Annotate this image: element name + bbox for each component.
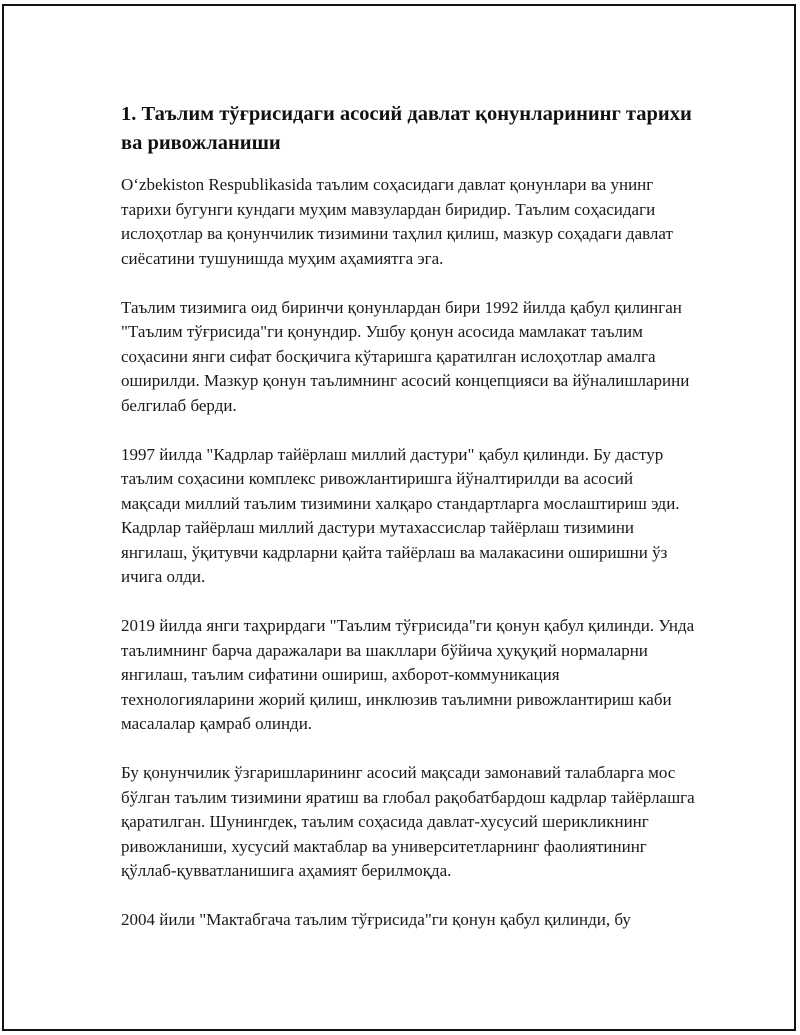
paragraph-legislation-goals: Бу қонунчилик ўзгаришларининг асосий мақсади замонавий талабларга мос бўлган таълим тизимини яратиш ва глобал рақобатбардош кадрлар тайёрлашга қаратилган. Шунингдек, таълим соҳасида давлат-хусусий шерикликнинг ривожланиши, хусусий мактаблар ва университетларнинг фаолиятининг қўллаб-қувватланишига аҳамият берилмоқда. bbox=[121, 763, 695, 880]
paragraph-intro: O‘zbekiston Respublikasida таълим соҳасидаги давлат қонунлари ва унинг тарихи бугунги кундаги муҳим мавзулардан биридир. Таълим соҳасидаги ислоҳотлар ва қонунчилик тизимини таҳлил қилиш, мазкур соҳадаги давлат сиёсатини тушунишда муҳим аҳамиятга эга. bbox=[121, 175, 673, 268]
document-page bbox=[2, 4, 796, 1031]
paragraph-1992-law: Таълим тизимига оид биринчи қонунлардан бири 1992 йилда қабул қилинган "Таълим тўғрисида"ги қонундир. Ушбу қонун асосида мамлакат таълим соҳасини янги сифат босқичига кўтаришга қаратилган ислоҳотлар амалга оширилди. Мазкур қонун таълимнинг асосий концепцияси ва йўналишларини белгилаб берди. bbox=[121, 297, 690, 415]
paragraph-2019-law: 2019 йилда янги таҳрирдаги "Таълим тўғрисида"ги қонун қабул қилинди. Унда таълимнинг барча даражалари ва шакллари бўйича ҳуқуқий нормаларни янгилаш, таълим сифатини ошириш, ахборот-коммуникация технологияларини жорий қилиш, инклюзив таълимни ривожлантириш каби масалалар қамраб олинди. bbox=[121, 616, 695, 733]
paragraph-1997-program: 1997 йилда "Кадрлар тайёрлаш миллий дастури" қабул қилинди. Бу дастур таълим соҳасини комплекс ривожлантиришга йўналтирилди ва асосий мақсади миллий таълим тизимини халқаро стандартларга мослаштириш эди. Кадрлар тайёрлаш миллий дастури мутахассислар тайёрлаш тизимини янгилаш, ўқитувчи кадрларни қайта тайёрлаш ва малакасини оширишни ўз ичига олди. bbox=[121, 444, 680, 586]
section-heading: 1. Таълим тўғрисидаги асосий давлат қонунларининг тарихи ва ривожланиши bbox=[121, 103, 692, 154]
paragraph-2004-law: 2004 йили "Мактабгача таълим тўғрисида"ги қонун қабул қилинди, бу bbox=[121, 910, 631, 929]
document-body bbox=[121, 100, 696, 933]
